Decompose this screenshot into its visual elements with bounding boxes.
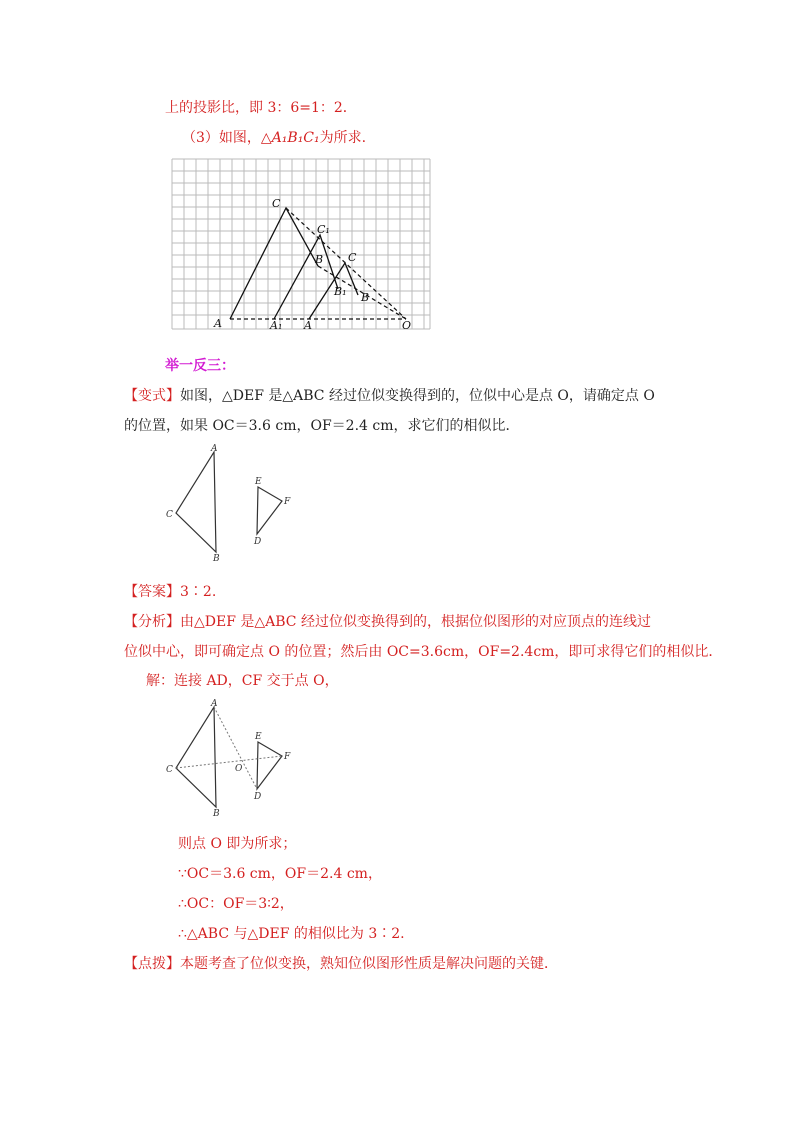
label-f: F (284, 497, 291, 507)
label-b-small: B (361, 291, 370, 304)
part3-triangle: △A₁B₁C₁ (260, 130, 320, 146)
grid-lines (172, 159, 430, 329)
part3-suffix: 为所求. (319, 130, 367, 146)
label-e: E (255, 477, 262, 487)
triangle-def-shape (257, 487, 282, 534)
label-a: A (211, 699, 218, 709)
analysis-line-2: 位似中心，即可确定点 O 的位置；然后由 OC=3.6cm，OF=2.4cm，即可求得它们的相似比． (124, 644, 723, 660)
triangles-figure (160, 440, 320, 565)
label-b: B (213, 554, 220, 564)
hint-line (124, 954, 558, 974)
label-a: A (211, 444, 218, 454)
label-e: E (255, 732, 262, 742)
part3-line (182, 128, 366, 148)
label-c-small: C (348, 251, 357, 264)
label-o: O (402, 319, 412, 332)
analysis-line-1 (124, 612, 651, 632)
variant-text-1: 如图，△DEF 是△ABC 经过位似变换得到的，位似中心是点 O，请确定点 O (180, 388, 655, 404)
answer-tag: 【答案】 (124, 584, 180, 600)
line-ad (214, 707, 257, 789)
label-c: C (166, 510, 173, 520)
answer-line (124, 582, 216, 602)
result-line-1: 则点 O 即为所求； (178, 836, 297, 852)
analysis-text-1: 由△DEF 是△ABC 经过位似变换得到的，根据位似图形的对应顶点的连线过 (180, 614, 651, 630)
triangle-abc-shape (176, 452, 216, 552)
line-cf (176, 756, 282, 768)
label-a-small: A (304, 319, 312, 332)
variant-line-1 (124, 386, 655, 406)
part3-prefix: （3）如图， (182, 130, 261, 146)
hint-tag: 【点拨】 (124, 956, 180, 972)
answer-value: 3∶2. (180, 584, 217, 600)
label-b1: B₁ (334, 285, 347, 298)
label-c: C (272, 197, 281, 210)
center-figure (160, 695, 320, 820)
result-line-4: ∴△ABC 与△DEF 的相似比为 3∶2. (178, 926, 405, 942)
section-heading: 举一反三： (165, 358, 235, 374)
result-line-2: ∵OC＝3.6 cm，OF＝2.4 cm， (178, 866, 382, 882)
label-d: D (254, 537, 262, 547)
solution-line: 解：连接 AD，CF 交于点 O， (146, 673, 339, 689)
grid-figure (168, 155, 434, 333)
variant-tag: 【变式】 (124, 388, 180, 404)
variant-line-2: 的位置，如果 OC＝3.6 cm，OF＝2.4 cm，求它们的相似比． (124, 418, 520, 434)
projection-ratio-line: 上的投影比，即 3：6=1：2． (165, 100, 357, 116)
hint-text: 本题考查了位似变换，熟知位似图形性质是解决问题的关键． (180, 956, 558, 972)
label-a1: A₁ (270, 319, 283, 332)
label-b: B (213, 809, 220, 819)
triangle-abc-shape (176, 707, 216, 807)
label-d: D (254, 792, 262, 802)
label-b: B (315, 253, 324, 266)
label-c1: C₁ (317, 223, 330, 236)
triangle-def-shape (257, 742, 282, 789)
result-line-3: ∴OC：OF＝3∶2， (178, 896, 294, 912)
label-a: A (214, 317, 222, 330)
label-f: F (284, 752, 291, 762)
solid-triangles (230, 208, 358, 319)
label-c: C (166, 765, 173, 775)
label-o: O (235, 764, 243, 774)
analysis-tag: 【分析】 (124, 614, 180, 630)
